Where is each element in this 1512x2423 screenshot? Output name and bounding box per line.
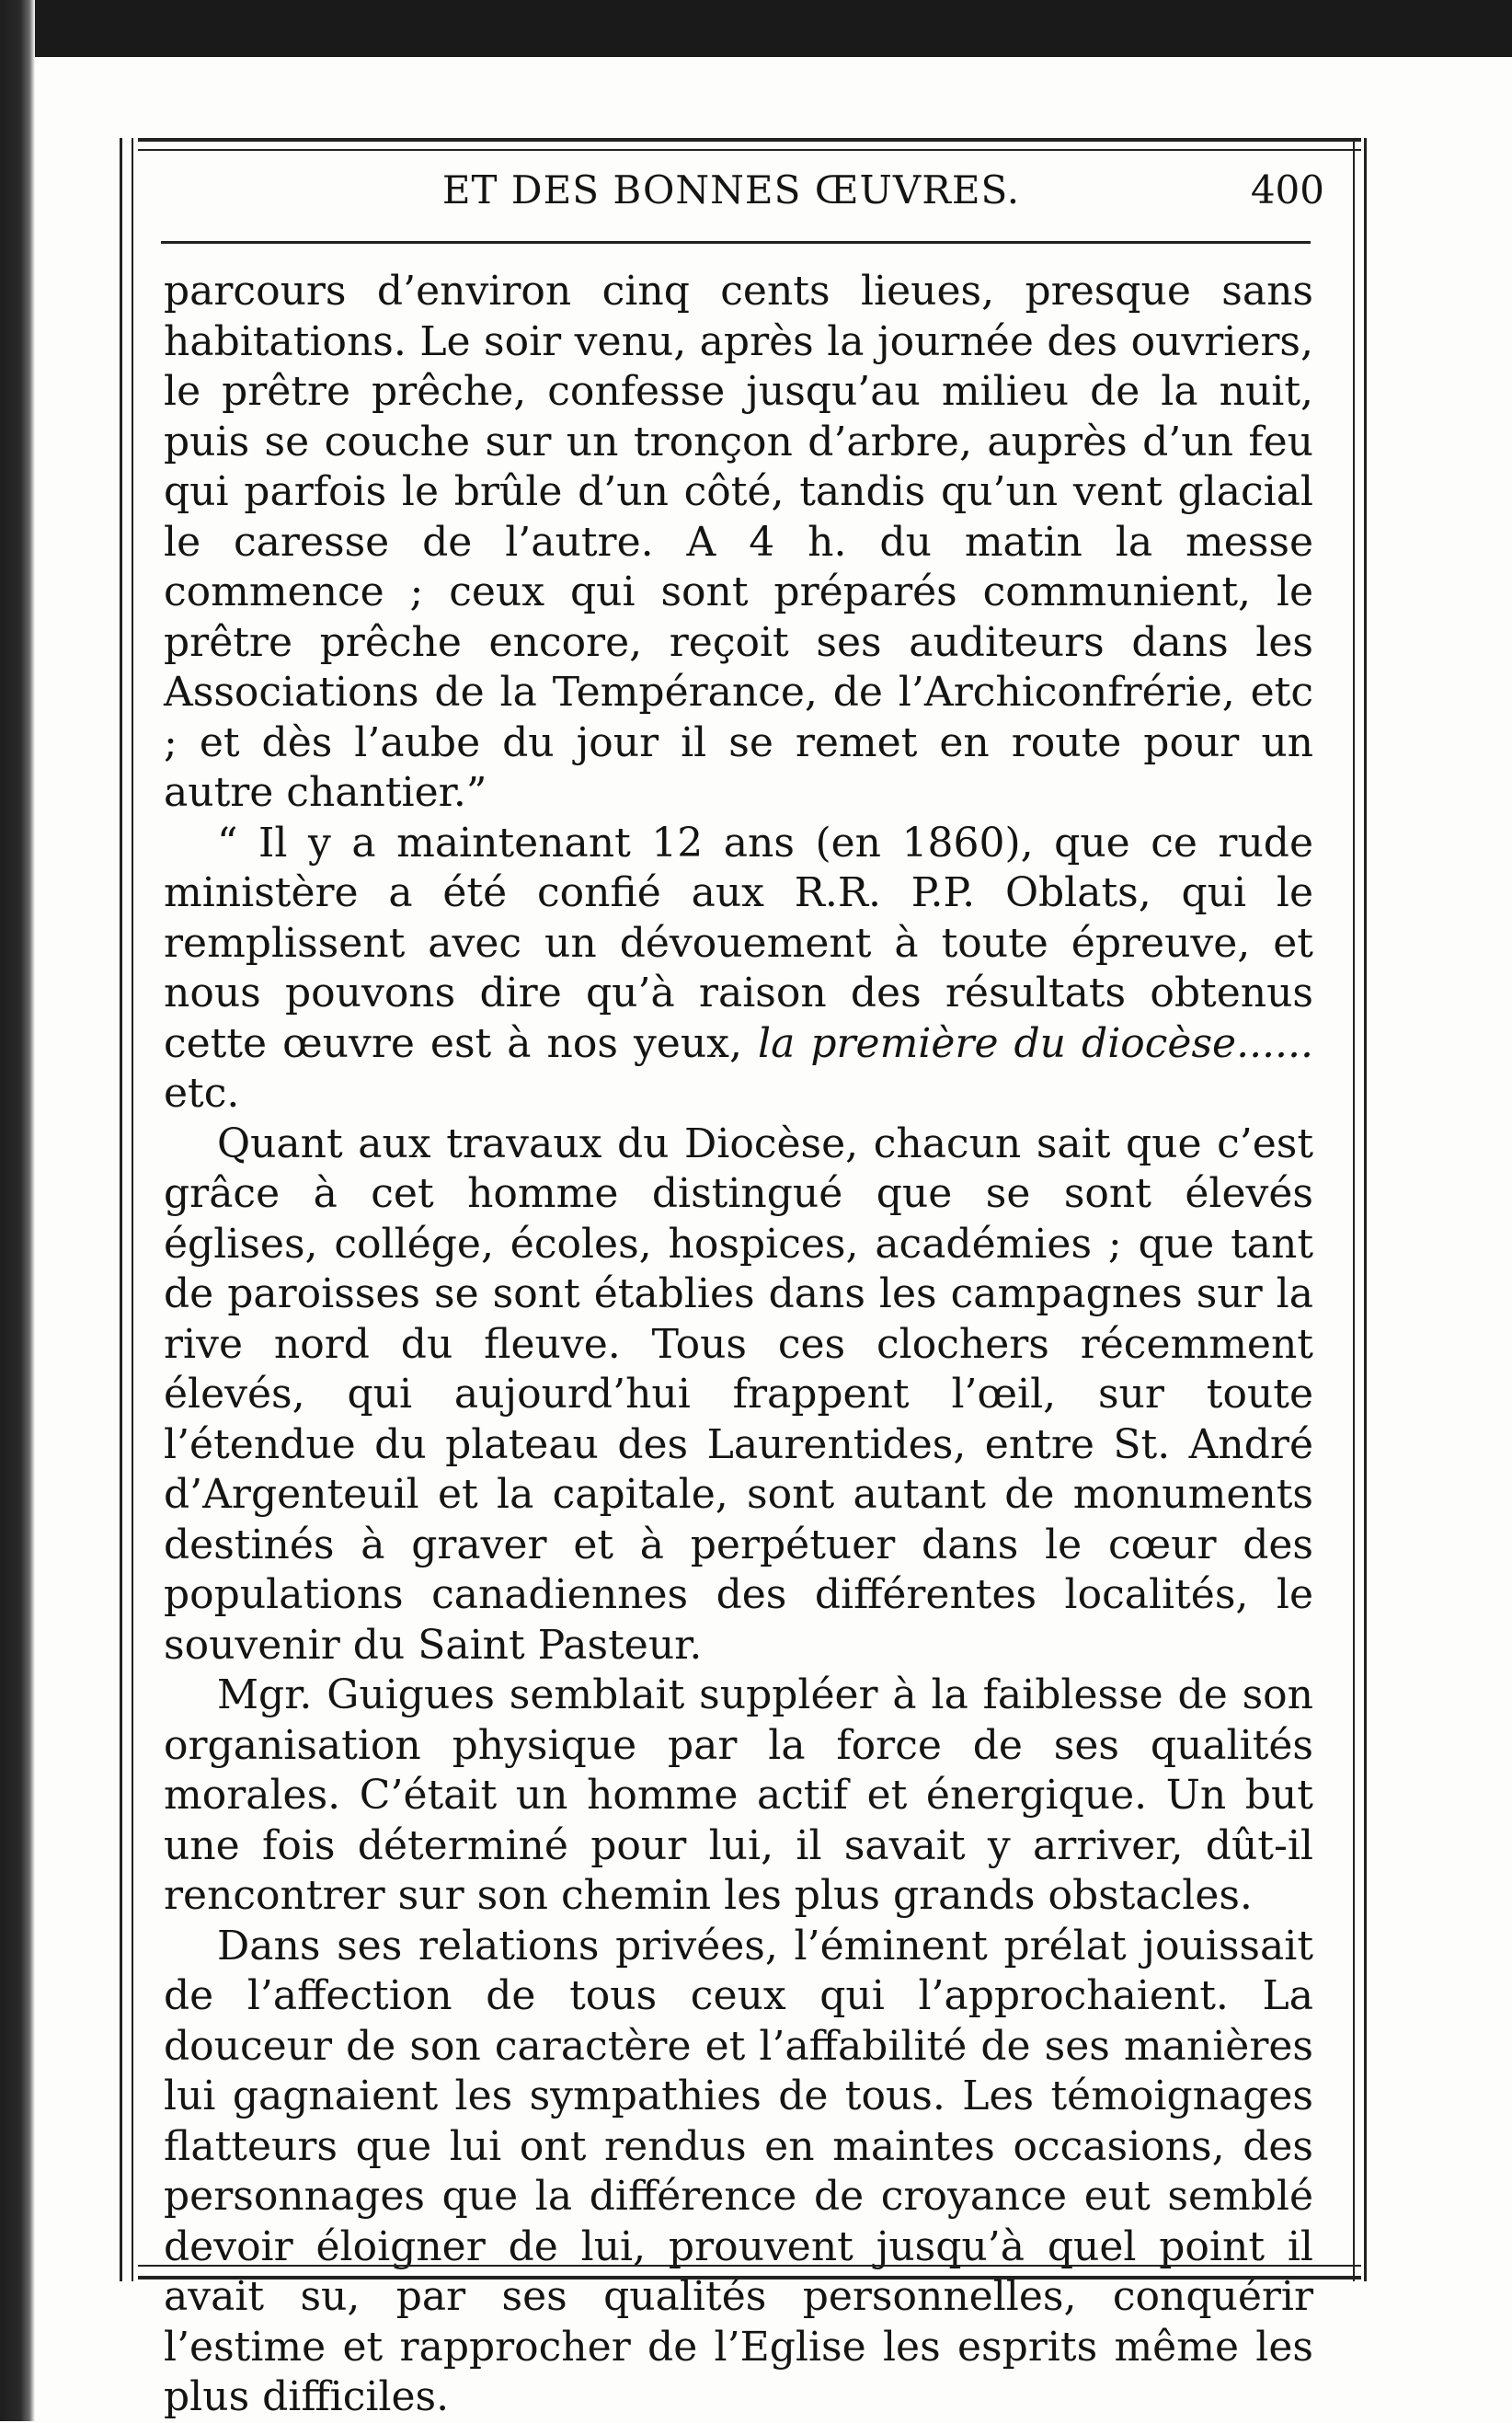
paragraph-2-italic: la première du diocèse...... (758, 1019, 1314, 1067)
top-rule-inner (138, 149, 1361, 151)
paragraph-2-text: “ Il y a maintenant 12 ans (en 1860), que ce rude ministère a été confié aux R.R. P.P. Oblats, qui le remplissent avec un dévouement à toute épreuve, et nous pouvons dire qu’à raison des résultats obtenus cette œuvre est à nos yeux, (164, 819, 1313, 1067)
header-rule (161, 241, 1311, 244)
scan-border-top (0, 0, 1512, 57)
paragraph-2 (164, 819, 1313, 1120)
paragraph-2-end: etc. (164, 1070, 240, 1117)
bottom-rule-inner (138, 2265, 1361, 2267)
page-number: 400 (1250, 167, 1324, 212)
paragraph-3: Quant aux travaux du Diocèse, chacun sait que c’est grâce à cet homme distingué que se sont élevés églises, collége, écoles, hospices, académies ; que tant de paroisses se sont établies dans les campagnes sur la rive nord du fleuve. Tous ces clochers récemment élevés, qui aujourd’hui frappent l’œil, sur toute l’étendue du plateau des Laurentides, entre St. André d’Argenteuil et la capitale, sont autant de monuments destinés à graver et à perpétuer dans le cœur des populations canadiennes des différentes localités, le souvenir du Saint Pasteur. (164, 1120, 1313, 1669)
body-text (164, 267, 1313, 2423)
scan-border-left (0, 0, 35, 2421)
paragraph-4: Mgr. Guigues semblait suppléer à la faiblesse de son organisation physique par la force de ses qualités morales. C’était un homme actif et énergique. Un but une fois déterminé pour lui, il savait y arriver, dût-il rencontrer sur son chemin les plus grands obstacles. (164, 1671, 1313, 1919)
paragraph-1: parcours d’environ cinq cents lieues, presque sans habitations. Le soir venu, après la journée des ouvriers, le prêtre prêche, confesse jusqu’au milieu de la nuit, puis se couche sur un tronçon d’arbre, auprès d’un feu qui parfois le brûle d’un côté, tandis qu’un vent glacial le caresse de l’autre. A 4 h. du matin la messe commence ; ceux qui sont préparés communient, le prêtre prêche encore, reçoit ses auditeurs dans les Associations de la Tempérance, de l’Archiconfrérie, etc ; et dès l’aube du jour il se remet en route pour un autre chantier.” (164, 268, 1313, 816)
paragraph-5: Dans ses relations privées, l’éminent prélat jouissait de l’affection de tous ceux qui l’approchaient. La douceur de son caractère et l’affabilité de ses manières lui gagnaient les sympathies de tous. Les témoignages flatteurs que lui ont rendus en maintes occasions, des personnages que la différence de croyance eut semblé devoir éloigner de lui, prouvent jusqu’à quel point il avait su, par ses qualités personnelles, conquérir l’estime et rapprocher de l’Eglise les esprits même les plus difficiles. (164, 1922, 1313, 2420)
top-rule (138, 138, 1361, 142)
bottom-rule (138, 2276, 1361, 2279)
running-head (138, 167, 1324, 223)
running-title: ET DES BONNES ŒUVRES. (441, 167, 1021, 212)
